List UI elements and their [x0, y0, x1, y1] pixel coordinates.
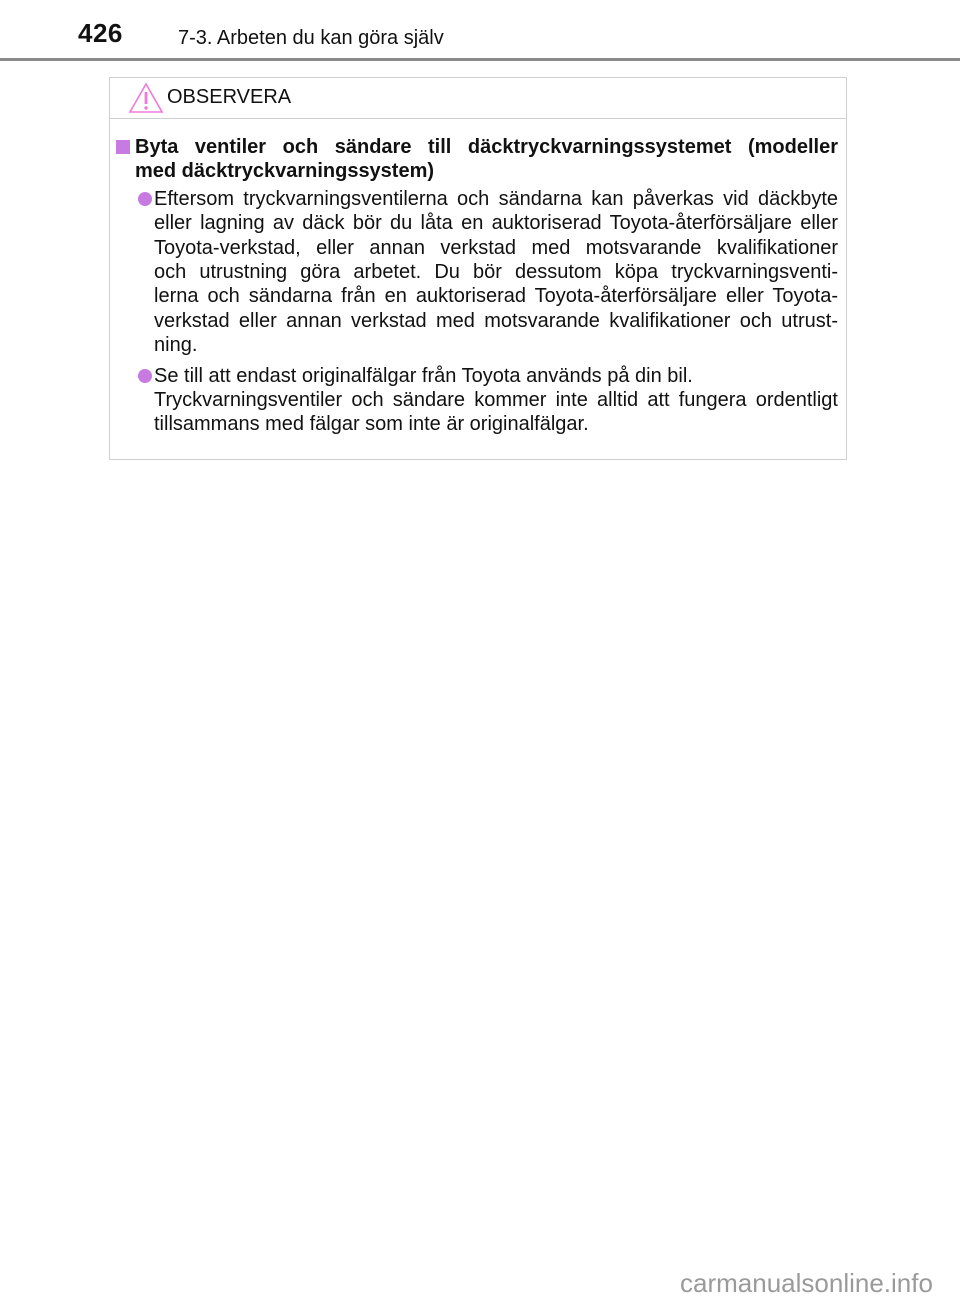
- page-number: 426: [78, 18, 123, 48]
- bullet-line: Se till att endast originalfälgar från Toyota används på din bil.: [154, 365, 693, 387]
- notice-title: OBSERVERA: [167, 86, 292, 108]
- bullet-line: ning.: [154, 334, 198, 356]
- bullet-dot-icon: [138, 369, 152, 383]
- bullet-line: tillsammans med fälgar som inte är originalfälgar.: [154, 413, 589, 435]
- header-rule: [0, 58, 960, 61]
- bullet-line: Tryckvarningsventiler och sändare kommer inte alltid att fungera ordentligt: [154, 389, 838, 411]
- bullet-line: och utrustning göra arbetet. Du bör dessutom köpa tryckvarningsventi-: [154, 261, 838, 283]
- notice-heading-line: med däcktryckvarningssystem): [135, 160, 435, 182]
- heading-square-icon: [116, 140, 130, 154]
- bullet-line: verkstad eller annan verkstad med motsvarande kvalifikationer och utrust-: [154, 310, 838, 332]
- bullet-dot-icon: [138, 192, 152, 206]
- section-title: 7-3. Arbeten du kan göra själv: [178, 27, 444, 49]
- notice-heading-line: Byta ventiler och sändare till däcktryckvarningssystemet (modeller: [135, 136, 838, 158]
- bullet-line: Eftersom tryckvarningsventilerna och sändarna kan påverkas vid däckbyte: [154, 188, 838, 210]
- bullet-line: lerna och sändarna från en auktoriserad Toyota-återförsäljare eller Toyota-: [154, 285, 838, 307]
- notice-box: [109, 77, 847, 460]
- bullet-line: Toyota-verkstad, eller annan verkstad med motsvarande kvalifikationer: [154, 237, 838, 259]
- warning-triangle-icon: [128, 82, 164, 114]
- bullet-line: eller lagning av däck bör du låta en auktoriserad Toyota-återförsäljare eller: [154, 212, 838, 234]
- watermark: carmanualsonline.info: [680, 1268, 933, 1298]
- notice-header: [110, 78, 846, 119]
